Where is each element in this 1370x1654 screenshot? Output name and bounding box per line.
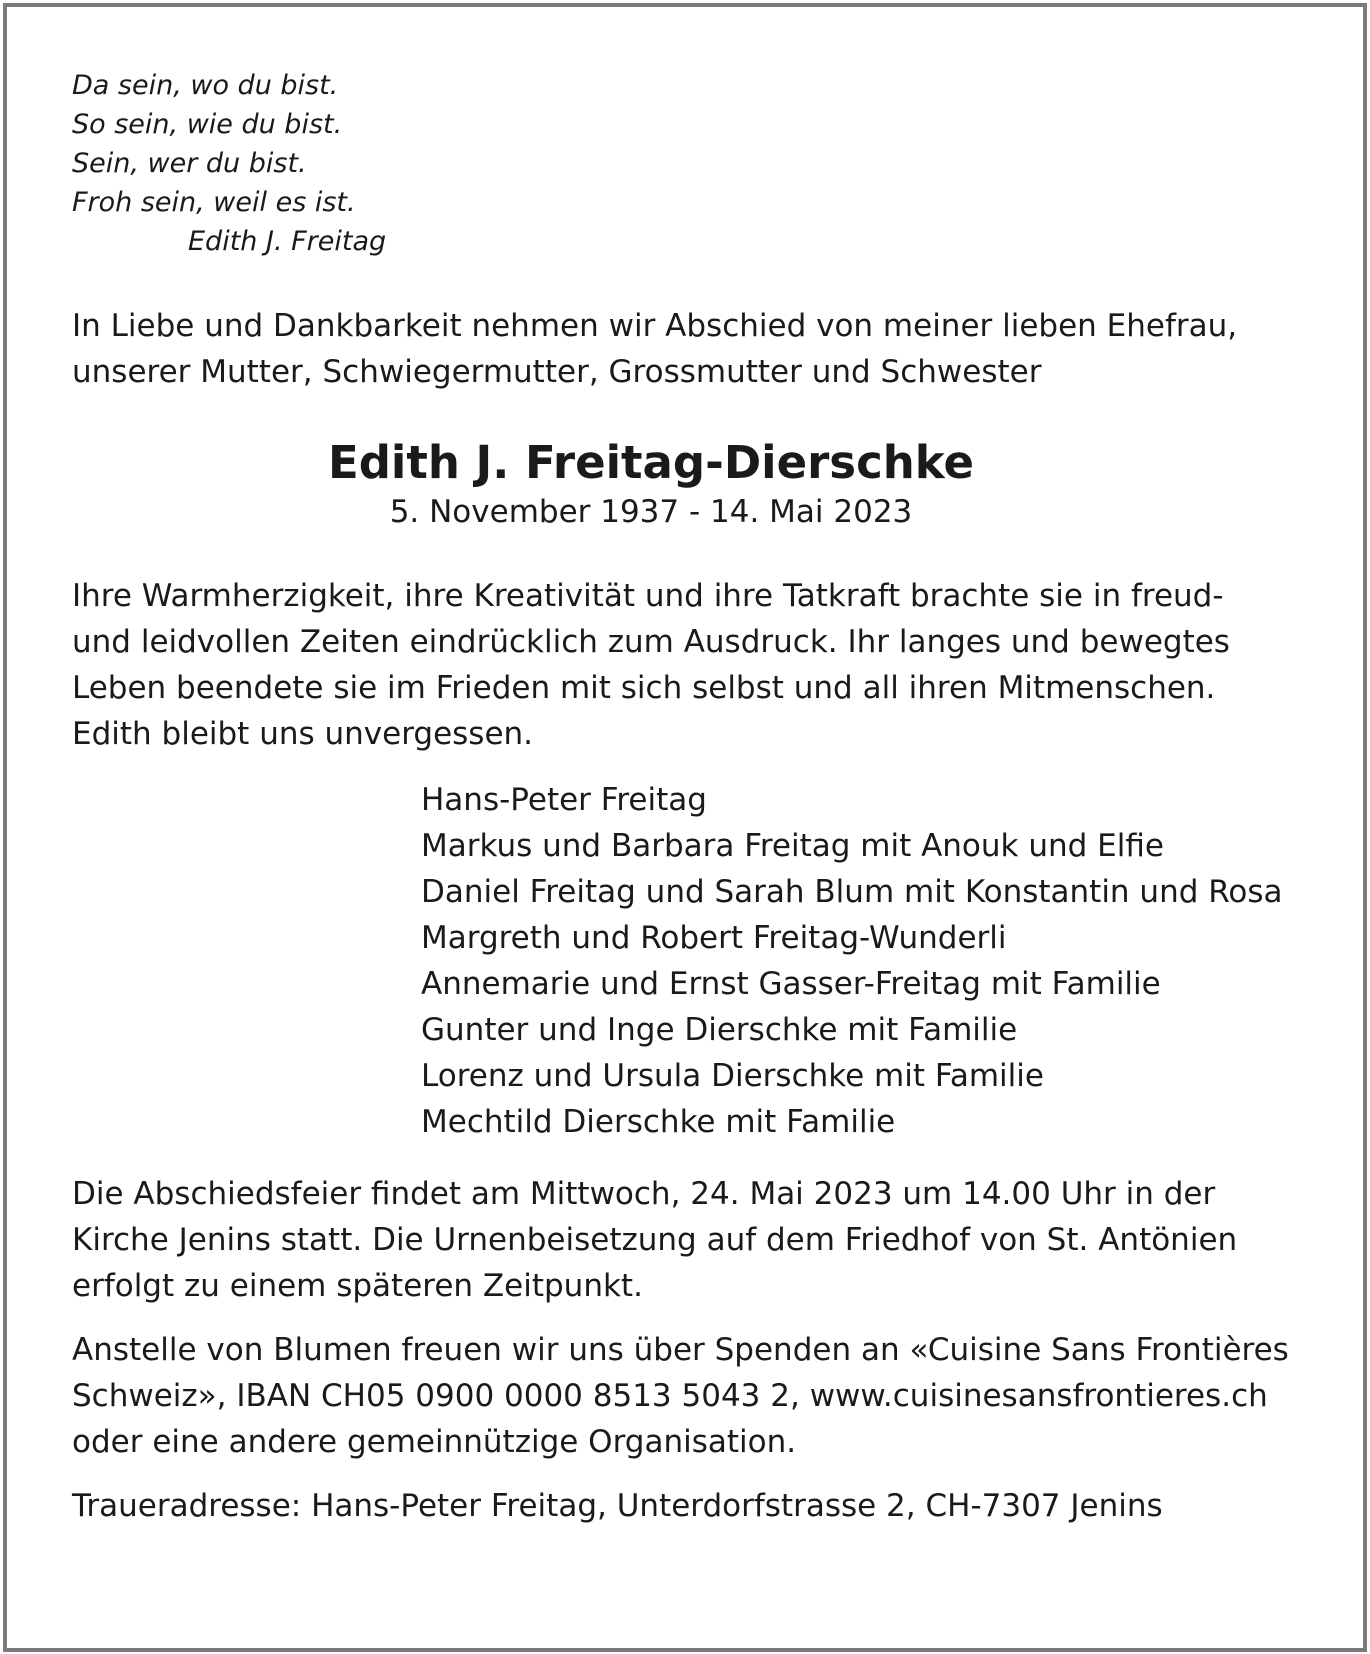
intro-line: unserer Mutter, Schwiegermutter, Grossmutter und Schwester	[72, 354, 1042, 390]
life-dates: 5. November 1937 - 14. Mai 2023	[389, 494, 913, 530]
poem-line: Da sein, wo du bist.	[72, 70, 339, 101]
intro-paragraph	[72, 303, 1312, 395]
mourner-entry: Markus und Barbara Freitag mit Anouk und Elfie	[421, 828, 1164, 864]
poem-line: So sein, wie du bist.	[72, 109, 343, 140]
poem-author: Edith J. Freitag	[188, 226, 387, 257]
donation-line: Anstelle von Blumen freuen wir uns über Spenden an «Cuisine Sans Frontières	[72, 1332, 1289, 1368]
tribute-line: Ihre Warmherzigkeit, ihre Kreativität und ihre Tatkraft brachte sie in freud-	[72, 578, 1224, 614]
donation-line: Schweiz», IBAN CH05 0900 0000 8513 5043 2, www.cuisinesansfrontieres.ch	[72, 1378, 1268, 1414]
mourner-entry: Gunter und Inge Dierschke mit Familie	[421, 1012, 1018, 1048]
poem	[72, 66, 1312, 261]
mourner-entry: Hans-Peter Freitag	[421, 782, 707, 818]
donation-line: oder eine andere gemeinnützige Organisation.	[72, 1424, 797, 1460]
mourner-entry: Margreth und Robert Freitag-Wunderli	[421, 920, 1007, 956]
tribute-line: und leidvollen Zeiten eindrücklich zum Ausdruck. Ihr langes und bewegtes	[72, 624, 1230, 660]
intro-line: In Liebe und Dankbarkeit nehmen wir Abschied von meiner lieben Ehefrau,	[72, 308, 1238, 344]
tribute-line: Edith bleibt uns unvergessen.	[72, 716, 534, 752]
mourning-address	[72, 1483, 1312, 1529]
deceased-name: Edith J. Freitag-Dierschke	[327, 436, 975, 489]
address-line: Traueradresse: Hans-Peter Freitag, Unterdorfstrasse 2, CH-7307 Jenins	[72, 1488, 1163, 1524]
service-line: Kirche Jenins statt. Die Urnenbeisetzung auf dem Friedhof von St. Antönien	[72, 1222, 1238, 1258]
service-line: Die Abschiedsfeier findet am Mittwoch, 24. Mai 2023 um 14.00 Uhr in der	[72, 1176, 1216, 1212]
poem-line: Froh sein, weil es ist.	[72, 187, 356, 218]
mourner-entry: Mechtild Dierschke mit Familie	[421, 1104, 896, 1140]
service-paragraph	[72, 1171, 1312, 1309]
mourner-entry: Lorenz und Ursula Dierschke mit Familie	[421, 1058, 1044, 1094]
tribute-paragraph	[72, 573, 1312, 757]
mourners-list	[72, 777, 1312, 1145]
service-line: erfolgt zu einem späteren Zeitpunkt.	[72, 1268, 643, 1304]
obituary-notice	[72, 66, 1312, 1529]
mourner-entry: Daniel Freitag und Sarah Blum mit Konstantin und Rosa	[421, 874, 1283, 910]
poem-line: Sein, wer du bist.	[72, 148, 307, 179]
tribute-line: Leben beendete sie im Frieden mit sich selbst und all ihren Mitmenschen.	[72, 670, 1216, 706]
mourner-entry: Annemarie und Ernst Gasser-Freitag mit Familie	[421, 966, 1161, 1002]
donation-paragraph	[72, 1327, 1312, 1465]
